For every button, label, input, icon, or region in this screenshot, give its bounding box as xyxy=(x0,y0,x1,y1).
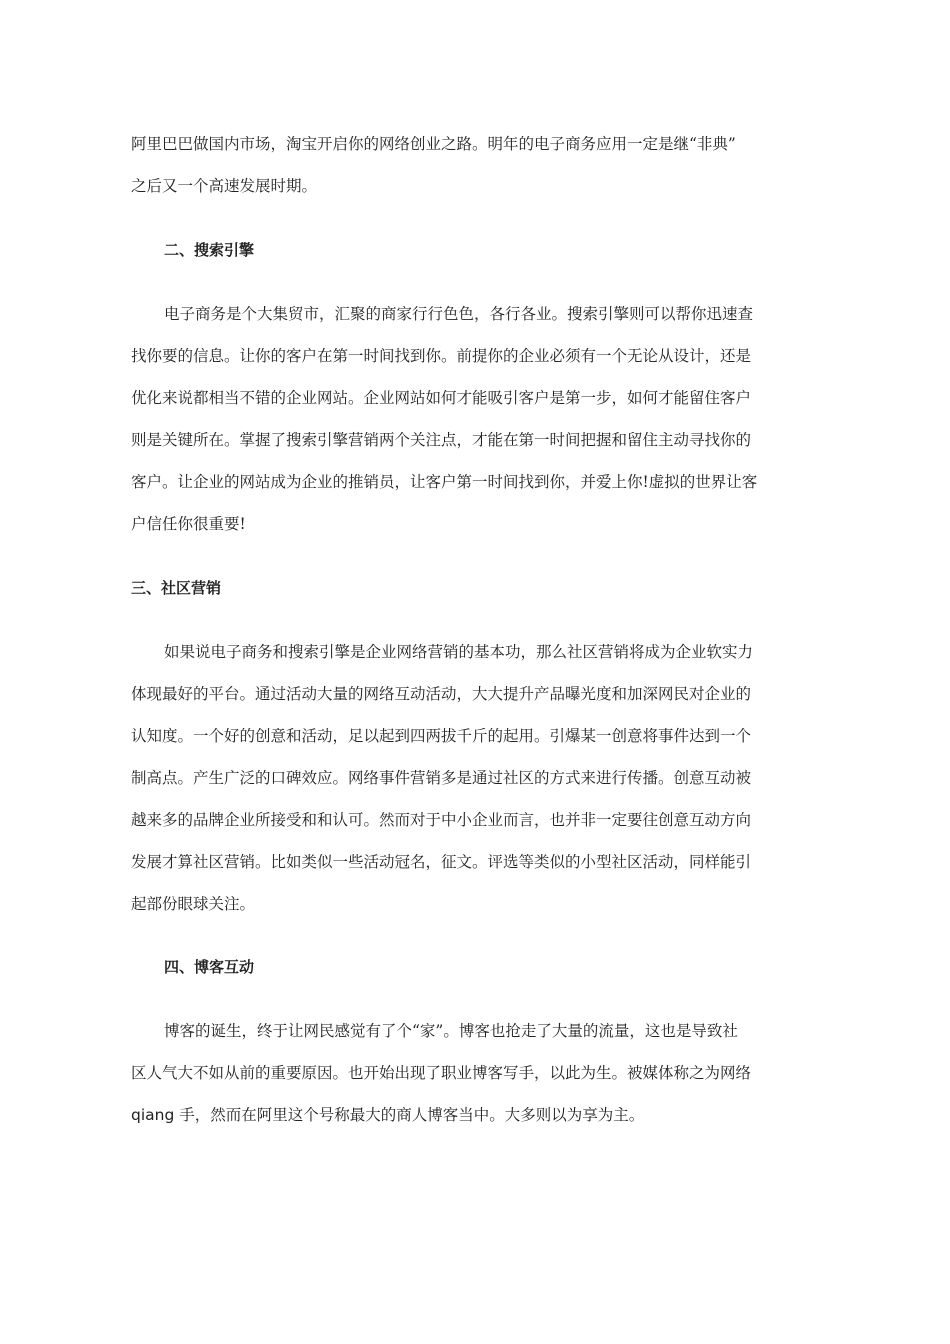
paragraph-line-text: 手，然而在阿里这个号称最大的商人博客当中。大多则以为享为主。 xyxy=(179,1106,645,1124)
paragraph-line: 区人气大不如从前的重要原因。也开始出现了职业博客写手，以此为生。被媒体称之为网络 xyxy=(131,1064,752,1082)
paragraph-gap xyxy=(131,271,811,293)
paragraph-line: 户信任你很重要! xyxy=(131,515,246,533)
paragraph-line: 发展才算社区营销。比如类似一些活动冠名，征文。评选等类似的小型社区活动，同样能引 xyxy=(131,853,752,871)
intro-line: 之后又一个高速发展时期。 xyxy=(131,177,318,195)
section-heading-community-marketing: 三、社区营销 xyxy=(131,579,222,597)
paragraph-line: 体现最好的平台。通过活动大量的网络互动活动，大大提升产品曝光度和加深网民对企业的 xyxy=(131,685,752,703)
paragraph-line: 电子商务是个大集贸市，汇聚的商家行行色色，各行各业。搜索引擎则可以帮你迅速查 xyxy=(164,305,754,323)
section-heading-search-engine: 二、搜索引擎 xyxy=(164,241,255,259)
paragraph-line: 找你要的信息。让你的客户在第一时间找到你。前提你的企业必须有一个无论从设计，还是 xyxy=(131,347,752,365)
paragraph-gap xyxy=(131,988,811,1010)
section-heading-blog-interaction: 四、博客互动 xyxy=(164,958,255,976)
paragraph-gap xyxy=(131,925,811,946)
paragraph-line xyxy=(131,1094,811,1136)
paragraph-gap xyxy=(131,545,811,567)
paragraph-line: 认知度。一个好的创意和活动，足以起到四两拔千斤的起用。引爆某一创意将事件达到一个 xyxy=(131,727,752,745)
paragraph-line: 优化来说都相当不错的企业网站。企业网站如何才能吸引客户是第一步，如何才能留住客户 xyxy=(131,389,752,407)
document-body xyxy=(131,123,811,1136)
paragraph-line: 越来多的品牌企业所接受和和认可。然而对于中小企业而言，也并非一定要往创意互动方向 xyxy=(131,811,752,829)
intro-line: 阿里巴巴做国内市场，淘宝开启你的网络创业之路。明年的电子商务应用一定是继“非典” xyxy=(131,135,736,153)
paragraph-line: 起部份眼球关注。 xyxy=(131,895,256,913)
paragraph-line: 博客的诞生，终于让网民感觉有了个“家”。博客也抢走了大量的流量，这也是导致社 xyxy=(164,1022,738,1040)
paragraph-line: 如果说电子商务和搜索引擎是企业网络营销的基本功，那么社区营销将成为企业软实力 xyxy=(164,643,754,661)
paragraph-gap xyxy=(131,207,811,229)
paragraph-line: 则是关键所在。掌握了搜索引擎营销两个关注点，才能在第一时间把握和留住主动寻找你的 xyxy=(131,431,752,449)
paragraph-gap xyxy=(131,609,811,631)
latin-word: qiang xyxy=(131,1106,175,1124)
paragraph-line: 客户。让企业的网站成为企业的推销员，让客户第一时间找到你，并爱上你!虚拟的世界让客 xyxy=(131,473,758,491)
paragraph-line: 制高点。产生广泛的口碑效应。网络事件营销多是通过社区的方式来进行传播。创意互动被 xyxy=(131,769,752,787)
